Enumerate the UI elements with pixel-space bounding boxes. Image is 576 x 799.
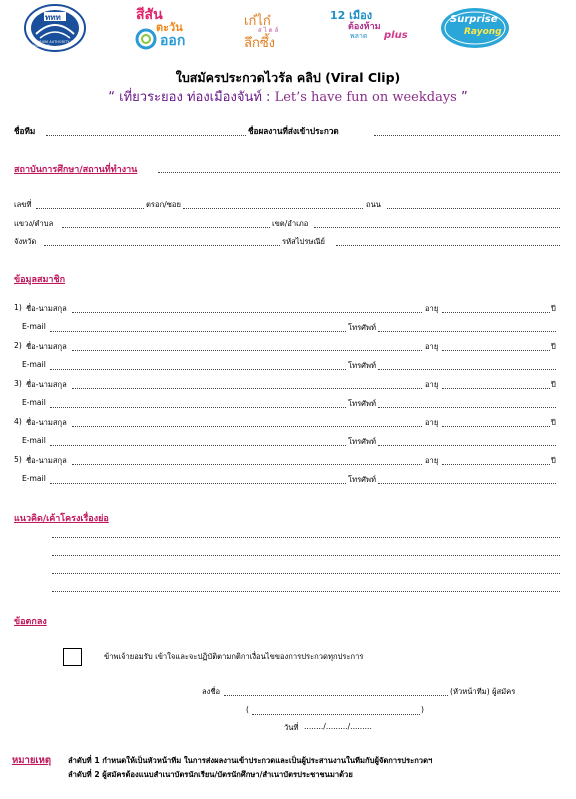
signature-field[interactable] (224, 695, 448, 696)
member-5-number: 5) (14, 455, 22, 464)
member-5-email-label: E-mail (22, 474, 46, 483)
logo4-line2: ต้องห้าม (348, 22, 381, 32)
member-1-email-label: E-mail (22, 322, 46, 331)
swirl-icon (134, 28, 162, 50)
logo5-line1: Surprise (450, 14, 498, 25)
member-2-year-label: ปี (551, 342, 556, 351)
address-district-field[interactable] (314, 227, 560, 228)
member-4-age-field[interactable] (442, 426, 550, 427)
concept-heading: แนวคิด/เค้าโครงเรื่องย่อ (14, 514, 109, 524)
members-heading: ข้อมูลสมาชิก (14, 275, 66, 285)
logo4-line4: plus (384, 30, 408, 41)
concept-line-2[interactable] (52, 555, 560, 556)
member-1-email-field[interactable] (50, 331, 346, 332)
member-2-name-label: ชื่อ-นามสกุล (26, 342, 67, 351)
member-3-year-label: ปี (551, 380, 556, 389)
logo4-line1: 12 เมือง (330, 9, 373, 22)
form-title: ใบสมัครประกวดไวรัล คลิป (Viral Clip) (175, 70, 401, 85)
member-5-name-label: ชื่อ-นามสกุล (26, 456, 67, 465)
member-4-phone-field[interactable] (378, 445, 556, 446)
member-5-phone-field[interactable] (378, 483, 556, 484)
member-1-phone-field[interactable] (378, 331, 556, 332)
institution-field[interactable] (158, 172, 560, 173)
member-5-phone-label: โทรศัพท์ (348, 475, 376, 484)
member-1-number: 1) (14, 303, 22, 312)
member-4-name-label: ชื่อ-นามสกุล (26, 418, 67, 427)
member-2-number: 2) (14, 341, 22, 350)
logo-row (0, 4, 576, 60)
member-4-number: 4) (14, 417, 22, 426)
name-paren-open: ( (246, 705, 249, 714)
member-4-email-label: E-mail (22, 436, 46, 445)
member-3-email-field[interactable] (50, 407, 346, 408)
address-road-label: ถนน (366, 200, 381, 209)
address-road-field[interactable] (387, 208, 560, 209)
member-4-email-field[interactable] (50, 445, 346, 446)
work-name-label: ชื่อผลงานที่ส่งเข้าประกวด (248, 126, 339, 136)
team-name-label: ชื่อทีม (14, 126, 36, 136)
member-4-name-field[interactable] (72, 426, 422, 427)
member-2-age-label: อายุ (425, 342, 439, 351)
date-field[interactable]: ......../........./......... (304, 722, 372, 731)
member-2-email-label: E-mail (22, 360, 46, 369)
notes-heading: หมายเหตุ (12, 755, 52, 766)
address-no-label: เลขที่ (14, 200, 32, 209)
tat-logo (24, 4, 86, 54)
member-5-year-label: ปี (551, 456, 556, 465)
note-line-1: ลำดับที่ 1 กำหนดให้เป็นหัวหน้าทีม ในการส่งผลงานเข้าประกวดและเป็นผู้ประสานงานในทีมกับผู้จัดการประกวดฯ (68, 756, 433, 765)
sign-suffix: (หัวหน้าทีม) ผู้สมัคร (450, 687, 516, 696)
member-5-name-field[interactable] (72, 464, 422, 465)
surprise-rayong-logo (440, 6, 510, 50)
member-5-age-field[interactable] (442, 464, 550, 465)
team-name-field[interactable] (46, 135, 246, 136)
member-1-year-label: ปี (551, 304, 556, 313)
date-label: วันที่ (284, 723, 299, 732)
note-line-2: ลำดับที่ 2 ผู้สมัครต้องแนบสำเนาบัตรนักเรียน/บัตรนักศึกษา/สำเนาบัตรประชาชนมาด้วย (68, 770, 353, 779)
subtitle-english: Let’s have fun on weekdays (274, 90, 457, 105)
address-postcode-field[interactable] (336, 245, 560, 246)
address-soi-label: ตรอก/ซอย (146, 200, 181, 209)
logo3-line1: เก๋ไก๋ (244, 14, 271, 29)
logo4-line3: พลาด (350, 32, 368, 40)
member-4-year-label: ปี (551, 418, 556, 427)
concept-line-3[interactable] (52, 573, 560, 574)
tat-letters: ททท (45, 13, 61, 22)
sign-label: ลงชื่อ (202, 687, 221, 696)
concept-line-4[interactable] (52, 591, 560, 592)
member-3-age-label: อายุ (425, 380, 439, 389)
member-2-name-field[interactable] (72, 350, 422, 351)
member-1-age-label: อายุ (425, 304, 439, 313)
concept-line-1[interactable] (52, 537, 560, 538)
institution-heading-text: สถาบันการศึกษา/สถานที่ทำงาน (14, 165, 138, 175)
logo5-line2: Rayong (464, 27, 502, 37)
12-cities-plus-logo (328, 4, 420, 54)
member-4-age-label: อายุ (425, 418, 439, 427)
logo3-line3: ลึกซึ้ง (244, 36, 276, 51)
seesan-tawan-ok-logo (130, 4, 202, 54)
member-5-age-label: อายุ (425, 456, 439, 465)
member-3-phone-field[interactable] (378, 407, 556, 408)
logo3-line2: สไตล์ (258, 27, 281, 34)
agree-checkbox[interactable] (63, 648, 82, 666)
logo2-line3: ออก (160, 33, 186, 49)
member-3-number: 3) (14, 379, 22, 388)
member-1-phone-label: โทรศัพท์ (348, 323, 376, 332)
address-province-label: จังหวัด (14, 237, 37, 246)
member-1-name-field[interactable] (72, 312, 422, 313)
member-2-email-field[interactable] (50, 369, 346, 370)
subtitle-close-quote: ” (456, 90, 468, 105)
member-3-age-field[interactable] (442, 388, 550, 389)
address-no-field[interactable] (36, 208, 144, 209)
member-1-name-label: ชื่อ-นามสกุล (26, 304, 67, 313)
logo2-line2: ตะวัน (156, 21, 183, 34)
subtitle-open-quote: “ (108, 90, 120, 105)
member-3-name-field[interactable] (72, 388, 422, 389)
agreement-statement: ข้าพเจ้ายอมรับ เข้าใจและจะปฏิบัติตามกติกาเงื่อนไขของการประกวดทุกประการ (104, 652, 364, 661)
agreement-heading: ข้อตกลง (14, 617, 47, 627)
printed-name-field[interactable] (252, 714, 420, 715)
kaokai-style-luksueng-logo (238, 4, 298, 54)
member-2-phone-field[interactable] (378, 369, 556, 370)
subtitle-thai: เที่ยวระยอง ท่องเมืองจันท์ : (119, 90, 275, 105)
institution-heading (14, 162, 137, 176)
member-2-phone-label: โทรศัพท์ (348, 361, 376, 370)
address-district-label: เขต/อำเภอ (272, 219, 309, 228)
member-3-email-label: E-mail (22, 398, 46, 407)
member-1-age-field[interactable] (442, 312, 550, 313)
address-soi-field[interactable] (183, 208, 363, 209)
member-5-email-field[interactable] (50, 483, 346, 484)
work-name-field[interactable] (374, 135, 560, 136)
member-4-phone-label: โทรศัพท์ (348, 437, 376, 446)
address-subdistrict-label: แขวง/ตำบล (14, 219, 54, 228)
form-subtitle (0, 86, 576, 107)
member-2-age-field[interactable] (442, 350, 550, 351)
address-postcode-label: รหัสไปรษณีย์ (282, 237, 325, 246)
name-paren-close: ) (421, 705, 424, 714)
logo2-line1: สีสัน (136, 7, 163, 23)
member-3-name-label: ชื่อ-นามสกุล (26, 380, 67, 389)
address-subdistrict-field[interactable] (62, 227, 270, 228)
member-3-phone-label: โทรศัพท์ (348, 399, 376, 408)
tat-caption: TOURISM AUTHORITY OF THAILAND (32, 40, 76, 48)
address-province-field[interactable] (44, 245, 280, 246)
